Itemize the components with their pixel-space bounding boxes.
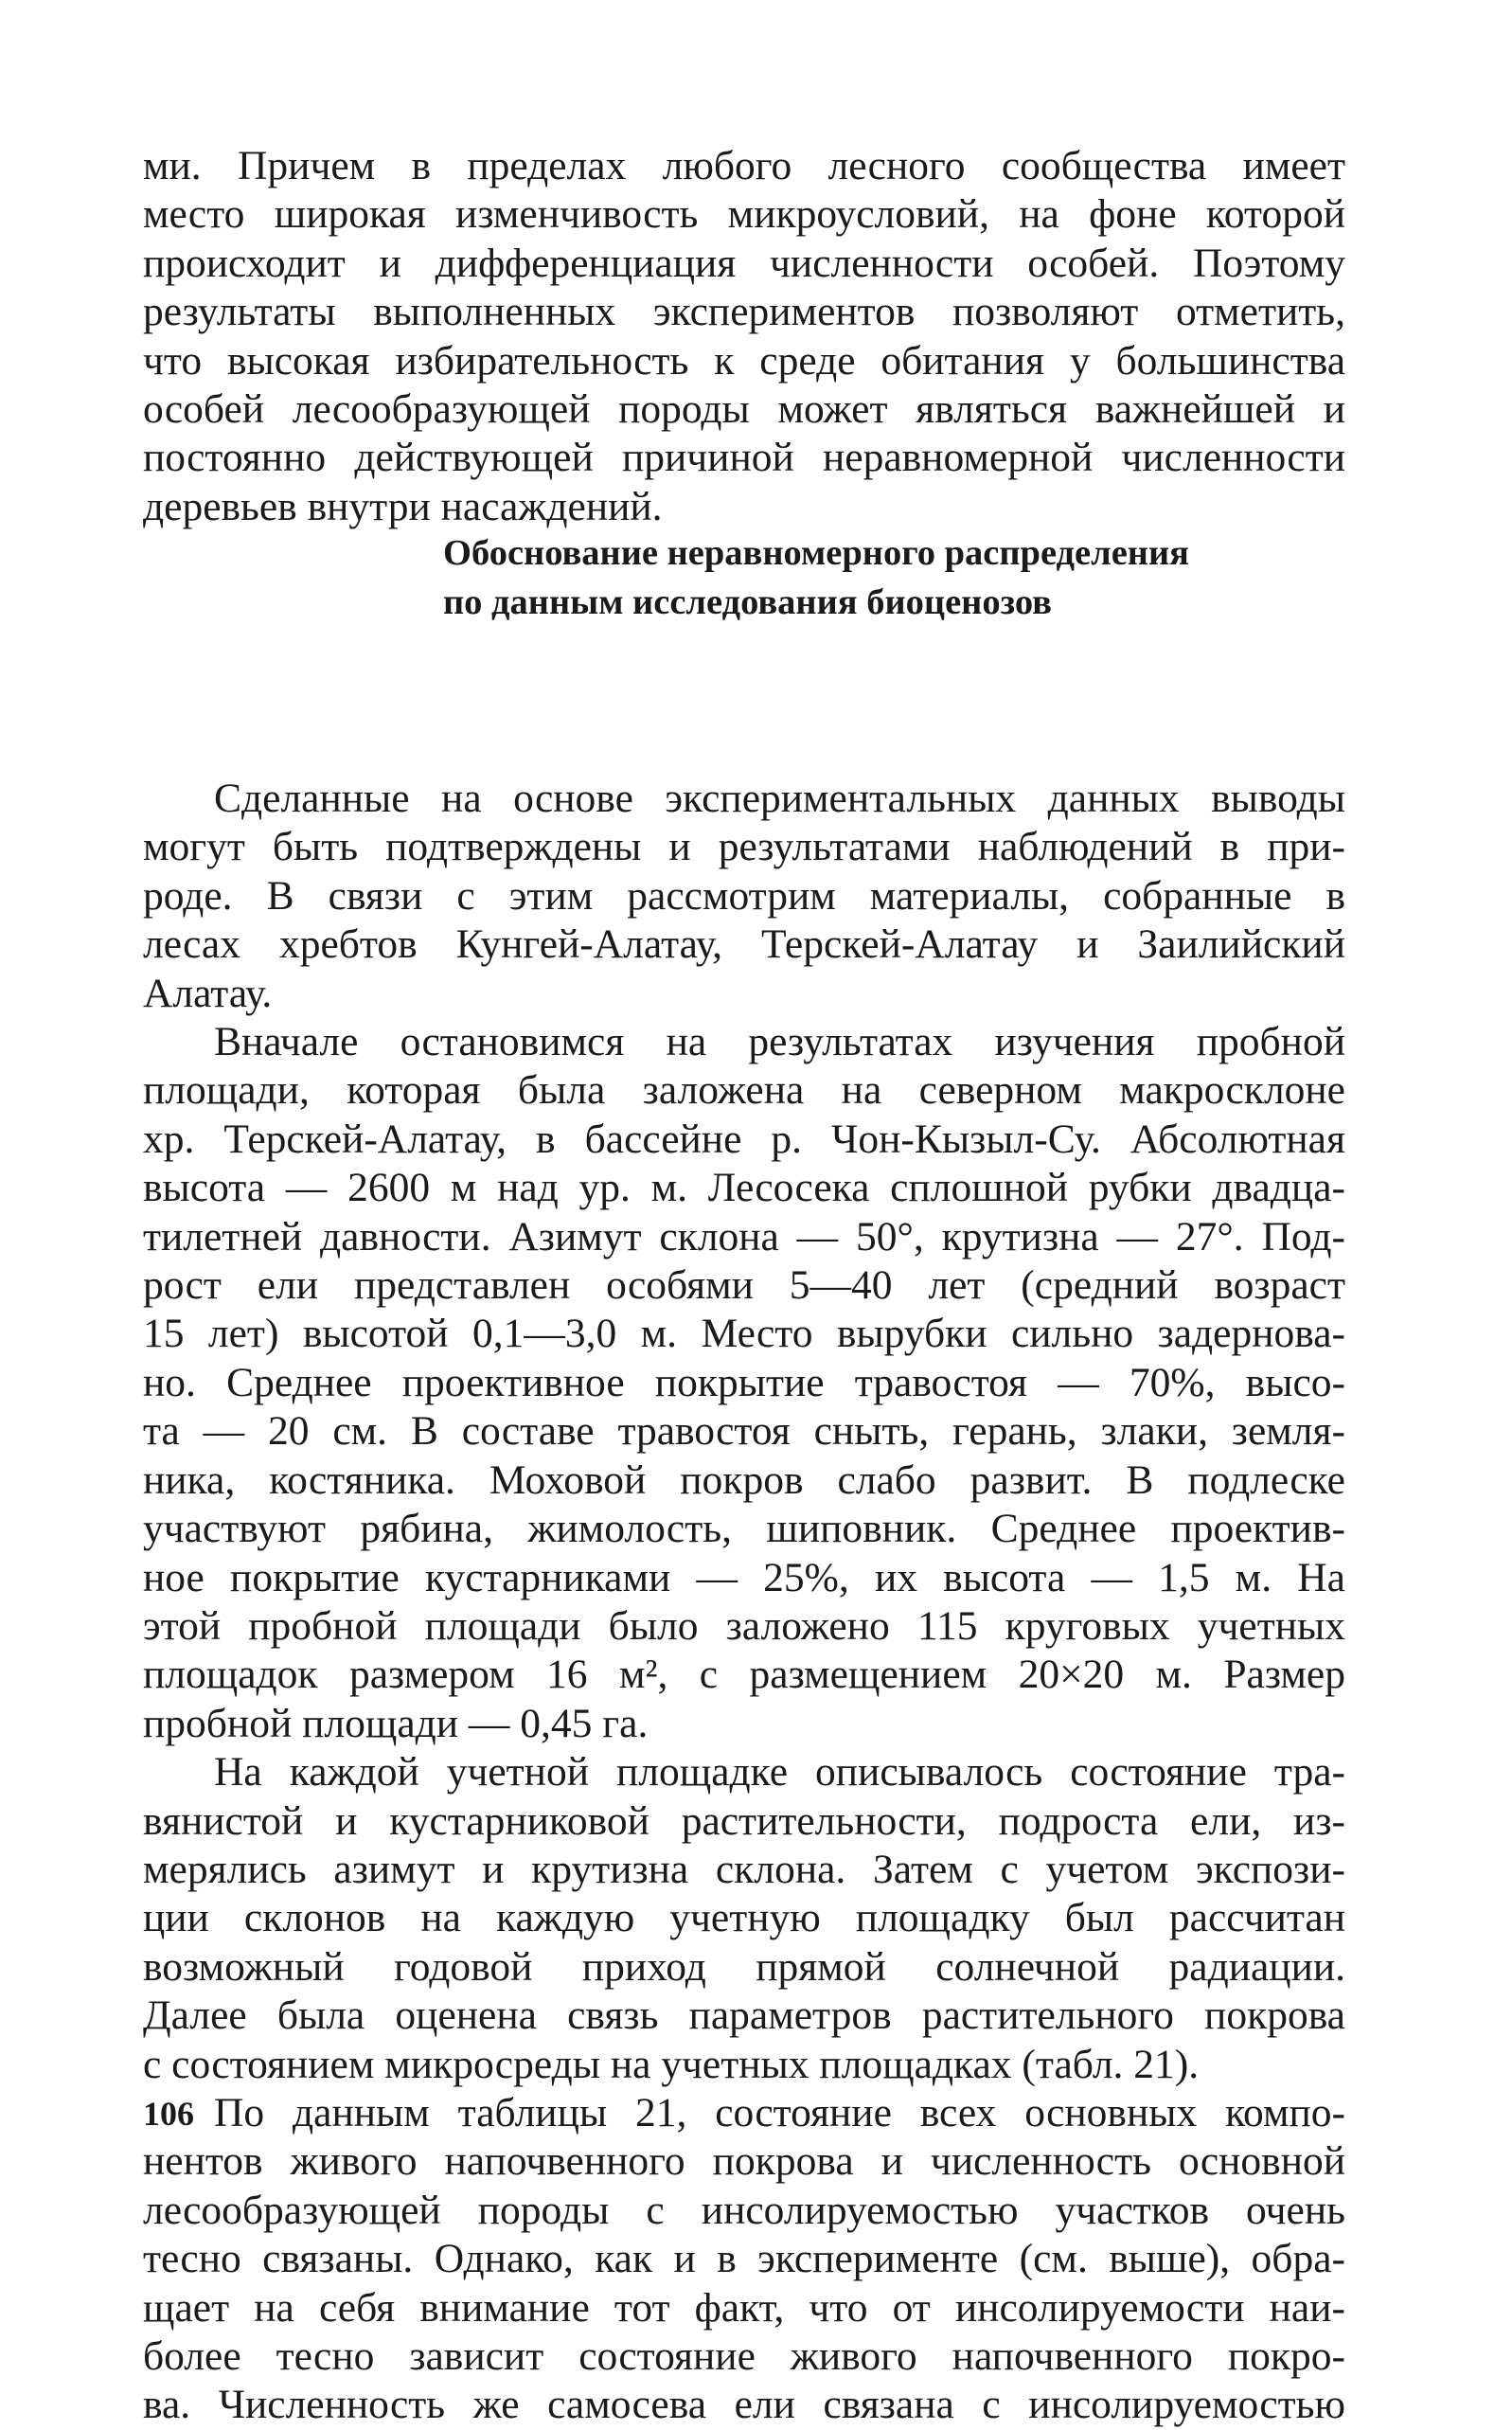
text-line: лесообразующей породы с инсолируемостью участков очень <box>143 2187 1345 2233</box>
text-line: роде. В связи с этим рассмотрим материалы, собранные в <box>143 872 1345 919</box>
text-line: но. Среднее проективное покрытие травостоя — 70%, высо- <box>143 1359 1345 1405</box>
text-line: происходит и дифференциация численности особей. Поэтому <box>143 240 1345 286</box>
text-line: рост ели представлен особями 5—40 лет (средний возраст <box>143 1262 1345 1309</box>
text-line: что высокая избирательность к среде обитания у большинства <box>143 337 1345 384</box>
text-line: ное покрытие кустарниками — 25%, их высота — 1,5 м. На <box>143 1554 1345 1600</box>
text-line: ва. Численность же самосева ели связана с инсолируемостью <box>143 2382 1345 2428</box>
text-line: с состоянием микросреды на учетных площадках (табл. 21). <box>143 2041 1200 2087</box>
page-number: 106 <box>143 2095 194 2133</box>
text-line: Далее была оценена связь параметров растительного покрова <box>143 1992 1345 2039</box>
text-line: ции склонов на каждую учетную площадку был рассчитан <box>143 1895 1345 1941</box>
text-line: На каждой учетной площадке описывалось состояние тра- <box>214 1749 1345 1796</box>
paragraph <box>143 775 1345 1018</box>
text-line: щает на себя внимание тот факт, что от инсолируемости наи- <box>143 2284 1345 2331</box>
paragraph <box>143 1748 1345 2089</box>
text-line: участвуют рябина, жимолость, шиповник. Среднее проектив- <box>143 1506 1345 1552</box>
paragraph <box>143 1018 1345 1748</box>
text-line: По данным таблицы 21, состояние всех основных компо- <box>214 2089 1345 2135</box>
text-line: нентов живого напочвенного покрова и численность основной <box>143 2138 1345 2185</box>
paragraph <box>143 2089 1345 2430</box>
text-line: тилетней давности. Азимут склона — 50°, крутизна — 27°. Под- <box>143 1213 1345 1260</box>
text-line: ника, костяника. Моховой покров слабо развит. В подлеске <box>143 1456 1345 1503</box>
text-line: мерялись азимут и крутизна склона. Затем с учетом экспози- <box>143 1846 1345 1892</box>
text-line: площадок размером 16 м², с размещением 20×20 м. Размер <box>143 1652 1345 1698</box>
text-line: более тесно зависит состояние живого напочвенного покро- <box>143 2333 1345 2379</box>
text-line: та — 20 см. В составе травостоя сныть, герань, злаки, земля- <box>143 1408 1345 1455</box>
text-line: тесно связаны. Однако, как и в эксперименте (см. выше), обра- <box>143 2236 1345 2282</box>
text-line: Вначале остановимся на результатах изучения пробной <box>214 1019 1345 1065</box>
text-line: постоянно действующей причиной неравномерной численности <box>143 435 1345 481</box>
text-line: возможный годовой приход прямой солнечной радиации. <box>143 1943 1345 1990</box>
text-line: вянистой и кустарниковой растительности, подроста ели, из- <box>143 1797 1345 1844</box>
text-line: 15 лет) высотой 0,1—3,0 м. Место вырубки сильно задернова- <box>143 1311 1345 1357</box>
text-line: этой пробной площади было заложено 115 круговых учетных <box>143 1602 1345 1649</box>
section-heading-line: по данным исследования биоценозов <box>443 582 1052 622</box>
text-line: могут быть подтверждены и результатами наблюдений в при- <box>143 824 1345 870</box>
text-line: ми. Причем в пределах любого лесного сообщества имеет <box>143 143 1345 188</box>
text-line: площади, которая была заложена на северном макросклоне <box>143 1067 1345 1114</box>
body-text <box>143 775 1345 2430</box>
text-line: лесах хребтов Кунгей-Алатау, Терскей-Алатау и Заилийский <box>143 921 1345 968</box>
text-line: пробной площади — 0,45 га. <box>143 1700 649 1746</box>
text-line: место широкая изменчивость микроусловий, на фоне которой <box>143 191 1345 238</box>
text-line: результаты выполненных экспериментов позволяют отметить, <box>143 289 1345 335</box>
text-line: особей лесообразующей породы может являться важнейшей и <box>143 386 1345 433</box>
paragraph-continued <box>143 142 1345 531</box>
text-line: хр. Терскей-Алатау, в бассейне р. Чон-Кызыл-Су. Абсолютная <box>143 1116 1345 1162</box>
section-heading <box>143 528 1345 627</box>
section-heading-line: Обоснование неравномерного распределения <box>443 533 1189 573</box>
text-line: Сделанные на основе экспериментальных данных выводы <box>214 776 1345 821</box>
text-line: деревьев внутри насаждений. <box>143 483 663 529</box>
text-line: Алатау. <box>143 970 273 1016</box>
text-line: высота — 2600 м над ур. м. Лесосека сплошной рубки двадца- <box>143 1165 1345 1211</box>
